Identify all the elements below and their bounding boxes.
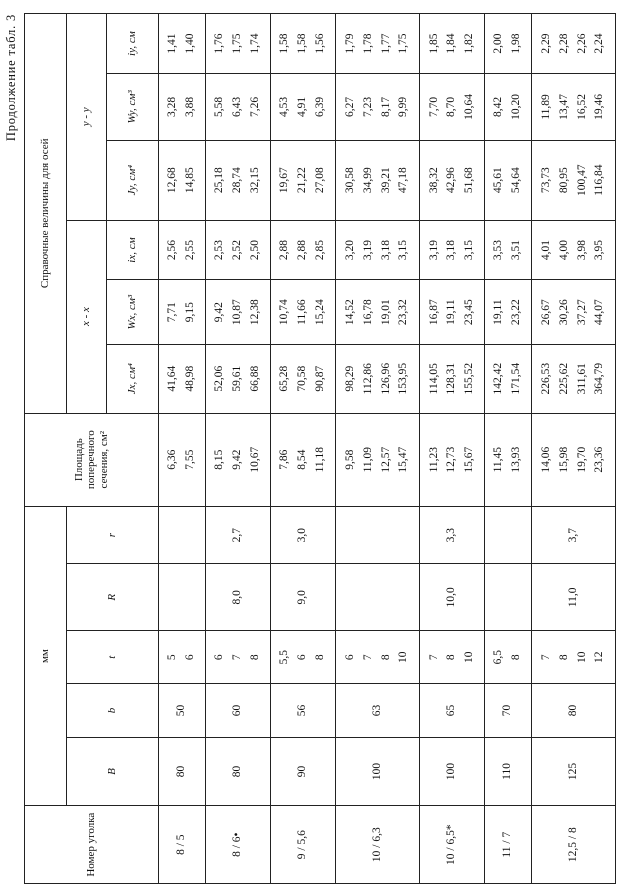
cell-b: 80 — [532, 684, 616, 737]
cell-ix: 3,20 3,19 3,18 3,15 — [336, 220, 420, 280]
table-row — [159, 14, 206, 884]
table-row — [420, 14, 485, 884]
header-R: R — [67, 564, 159, 631]
cell-iy: 1,58 1,58 1,56 — [270, 14, 335, 74]
cell-t: 7 8 10 — [420, 631, 485, 684]
table-row — [336, 14, 420, 884]
table-caption: Продолжение табл. 3 — [4, 14, 18, 142]
cell-R — [159, 564, 206, 631]
cell-B: 110 — [485, 737, 532, 806]
cell-Wx: 9,42 10,87 12,38 — [205, 280, 270, 344]
table-body — [159, 14, 616, 884]
header-Jx: Jx, см⁴ — [107, 344, 159, 413]
cell-number: 9 / 5,6 — [270, 806, 335, 884]
header-Jy: Jy, см⁴ — [107, 140, 159, 220]
cell-t: 7 8 10 12 — [532, 631, 616, 684]
cell-iy: 1,41 1,40 — [159, 14, 206, 74]
header-reference: Справочные величины для осей — [25, 14, 67, 414]
cell-R: 8,0 — [205, 564, 270, 631]
cell-area: 8,15 9,42 10,67 — [205, 413, 270, 506]
cell-R: 9,0 — [270, 564, 335, 631]
header-area: Площадь поперечного сечения, см² — [25, 413, 159, 506]
cell-area: 11,45 13,93 — [485, 413, 532, 506]
cell-Jx: 226,53 225,62 311,61 364,79 — [532, 344, 616, 413]
cell-t: 5 6 — [159, 631, 206, 684]
header-axis-xx: x - x — [67, 220, 107, 413]
cell-iy: 1,76 1,75 1,74 — [205, 14, 270, 74]
cell-Jx: 65,28 70,58 90,87 — [270, 344, 335, 413]
cell-Jy: 12,68 14,85 — [159, 140, 206, 220]
cell-number: 10 / 6,5* — [420, 806, 485, 884]
cell-Wx: 14,52 16,78 19,01 23,32 — [336, 280, 420, 344]
cell-B: 100 — [420, 737, 485, 806]
header-number: Номер уголка — [25, 806, 159, 884]
cell-r — [336, 506, 420, 564]
cell-B: 80 — [159, 737, 206, 806]
table-row — [532, 14, 616, 884]
cell-Wx: 19,11 23,22 — [485, 280, 532, 344]
cell-Wy: 8,42 10,20 — [485, 74, 532, 141]
cell-Wy: 3,28 3,88 — [159, 74, 206, 141]
table-row — [270, 14, 335, 884]
cell-R — [336, 564, 420, 631]
cell-r — [485, 506, 532, 564]
cell-Jx: 142,42 171,54 — [485, 344, 532, 413]
cell-area: 7,86 8,54 11,18 — [270, 413, 335, 506]
header-t: t — [67, 631, 159, 684]
cell-Wy: 7,70 8,70 10,64 — [420, 74, 485, 141]
header-axis-yy: y - y — [67, 14, 107, 221]
cell-r: 3,7 — [532, 506, 616, 564]
cell-Jy: 30,58 34,99 39,21 47,18 — [336, 140, 420, 220]
cell-b: 60 — [205, 684, 270, 737]
cell-number: 8 / 6• — [205, 806, 270, 884]
cell-b: 63 — [336, 684, 420, 737]
cell-area: 14,06 15,98 19,70 23,36 — [532, 413, 616, 506]
cell-ix: 2,56 2,55 — [159, 220, 206, 280]
cell-Wx: 10,74 11,66 15,24 — [270, 280, 335, 344]
cell-b: 70 — [485, 684, 532, 737]
cell-Jy: 19,67 21,22 27,08 — [270, 140, 335, 220]
header-r: r — [67, 506, 159, 564]
cell-number: 12,5 / 8 — [532, 806, 616, 884]
cell-iy: 1,85 1,84 1,82 — [420, 14, 485, 74]
cell-t: 6 7 8 — [205, 631, 270, 684]
cell-Jx: 52,06 59,61 66,88 — [205, 344, 270, 413]
cell-Jy: 73,73 80,95 100,47 116,84 — [532, 140, 616, 220]
cell-number: 8 / 5 — [159, 806, 206, 884]
cell-r — [159, 506, 206, 564]
header-Wx: Wx, см³ — [107, 280, 159, 344]
cell-iy: 1,79 1,78 1,77 1,75 — [336, 14, 420, 74]
cell-B: 100 — [336, 737, 420, 806]
header-b: b — [67, 684, 159, 737]
cell-Wy: 4,53 4,91 6,39 — [270, 74, 335, 141]
cell-r: 2,7 — [205, 506, 270, 564]
cell-Jy: 25,18 28,74 32,15 — [205, 140, 270, 220]
cell-Jy: 45,61 54,64 — [485, 140, 532, 220]
cell-r: 3,0 — [270, 506, 335, 564]
header-ix: ix, см — [107, 220, 159, 280]
cell-t: 6,5 8 — [485, 631, 532, 684]
cell-t: 6 7 8 10 — [336, 631, 420, 684]
cell-B: 125 — [532, 737, 616, 806]
cell-area: 9,58 11,09 12,57 15,47 — [336, 413, 420, 506]
cell-B: 80 — [205, 737, 270, 806]
cell-Wy: 11,89 13,47 16,52 19,46 — [532, 74, 616, 141]
cell-Jy: 38,32 42,96 51,68 — [420, 140, 485, 220]
cell-R — [485, 564, 532, 631]
cell-area: 11,23 12,73 15,67 — [420, 413, 485, 506]
cell-Jx: 114,05 128,31 155,52 — [420, 344, 485, 413]
cell-Wx: 26,67 30,26 37,27 44,07 — [532, 280, 616, 344]
header-Wy: Wy, см³ — [107, 74, 159, 141]
cell-Wy: 6,27 7,23 8,17 9,99 — [336, 74, 420, 141]
cell-Wx: 16,87 19,11 23,45 — [420, 280, 485, 344]
cell-ix: 3,53 3,51 — [485, 220, 532, 280]
cell-Jx: 41,64 48,98 — [159, 344, 206, 413]
cell-number: 11 / 7 — [485, 806, 532, 884]
cell-B: 90 — [270, 737, 335, 806]
cell-ix: 3,19 3,18 3,15 — [420, 220, 485, 280]
cell-ix: 4,01 4,00 3,98 3,95 — [532, 220, 616, 280]
cell-number: 10 / 6,3 — [336, 806, 420, 884]
header-iy: iy, см — [107, 14, 159, 74]
cell-Jx: 98,29 112,86 126,96 153,95 — [336, 344, 420, 413]
header-mm: мм — [25, 506, 67, 806]
cell-ix: 2,88 2,88 2,85 — [270, 220, 335, 280]
cell-b: 56 — [270, 684, 335, 737]
table-row — [205, 14, 270, 884]
cell-Wy: 5,58 6,43 7,26 — [205, 74, 270, 141]
cell-b: 50 — [159, 684, 206, 737]
angle-profile-table — [24, 13, 616, 884]
cell-iy: 2,29 2,28 2,26 2,24 — [532, 14, 616, 74]
cell-R: 11,0 — [532, 564, 616, 631]
cell-area: 6,36 7,55 — [159, 413, 206, 506]
cell-b: 65 — [420, 684, 485, 737]
cell-r: 3,3 — [420, 506, 485, 564]
cell-ix: 2,53 2,52 2,50 — [205, 220, 270, 280]
table-row — [485, 14, 532, 884]
cell-iy: 2,00 1,98 — [485, 14, 532, 74]
cell-t: 5,5 6 8 — [270, 631, 335, 684]
header-B: B — [67, 737, 159, 806]
cell-R: 10,0 — [420, 564, 485, 631]
cell-Wx: 7,71 9,15 — [159, 280, 206, 344]
